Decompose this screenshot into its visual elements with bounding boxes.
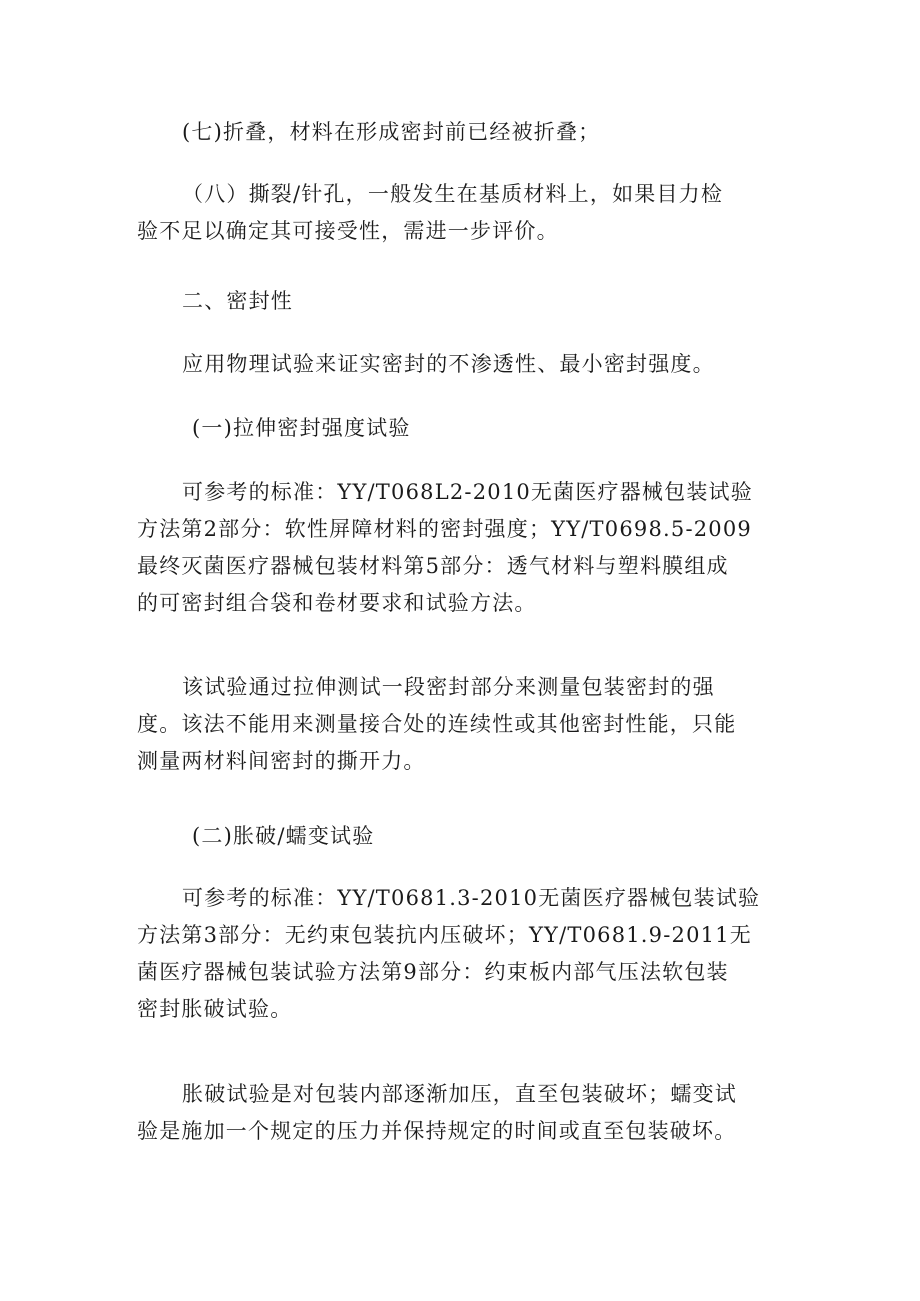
text-line: (一)拉伸密封强度试验 <box>192 416 411 440</box>
text-line: (二)胀破/蠕变试验 <box>192 824 375 848</box>
subheading-burst-creep-test <box>192 818 832 855</box>
text-line: 菌医疗器械包装试验方法第9部分：约束板内部气压法软包装 <box>137 960 729 984</box>
text-line: 度。该法不能用来测量接合处的连续性或其他密封性能，只能 <box>137 712 737 736</box>
text-line: 的可密封组合袋和卷材要求和试验方法。 <box>137 591 537 615</box>
text-line: 测量两材料间密封的撕开力。 <box>137 749 426 773</box>
paragraph-standards-burst <box>137 880 777 1028</box>
text-line: 方法第2部分：软性屏障材料的密封强度；YY/T0698.5-2009 <box>137 517 752 541</box>
text-line: (七)折叠，材料在形成密封前已经被折叠； <box>182 120 601 144</box>
paragraph-intro <box>182 346 822 383</box>
paragraph-standards-tensile <box>137 474 777 622</box>
text-line: 应用物理试验来证实密封的不渗透性、最小密封强度。 <box>182 352 715 376</box>
text-line: 该试验通过拉伸测试一段密封部分来测量包装密封的强 <box>182 675 715 699</box>
paragraph-burst-description <box>137 1076 777 1150</box>
text-line: 方法第3部分：无约束包装抗内压破坏；YY/T0681.9-2011无 <box>137 923 752 947</box>
text-line: 可参考的标准：YY/T0681.3-2010无菌医疗器械包装试验 <box>182 886 761 910</box>
text-line: 验不足以确定其可接受性，需进一步评价。 <box>137 219 559 243</box>
text-line: （八）撕裂/针孔，一般发生在基质材料上，如果目力检 <box>182 182 724 206</box>
text-line: 二、密封性 <box>182 289 293 313</box>
text-line: 胀破试验是对包装内部逐渐加压，直至包装破坏；蠕变试 <box>182 1082 737 1106</box>
subheading-tensile-test <box>192 410 832 447</box>
text-line: 密封胀破试验。 <box>137 997 293 1021</box>
paragraph-folding <box>182 114 822 151</box>
text-line: 最终灭菌医疗器械包装材料第5部分：透气材料与塑料膜组成 <box>137 554 729 578</box>
section-heading-sealing <box>182 283 822 320</box>
text-line: 可参考的标准：YY/T068L2-2010无菌医疗器械包装试验 <box>182 480 753 504</box>
paragraph-tensile-description <box>137 669 777 780</box>
text-line: 验是施加一个规定的压力并保持规定的时间或直至包装破坏。 <box>137 1119 737 1143</box>
paragraph-tear-pinhole <box>137 176 777 250</box>
